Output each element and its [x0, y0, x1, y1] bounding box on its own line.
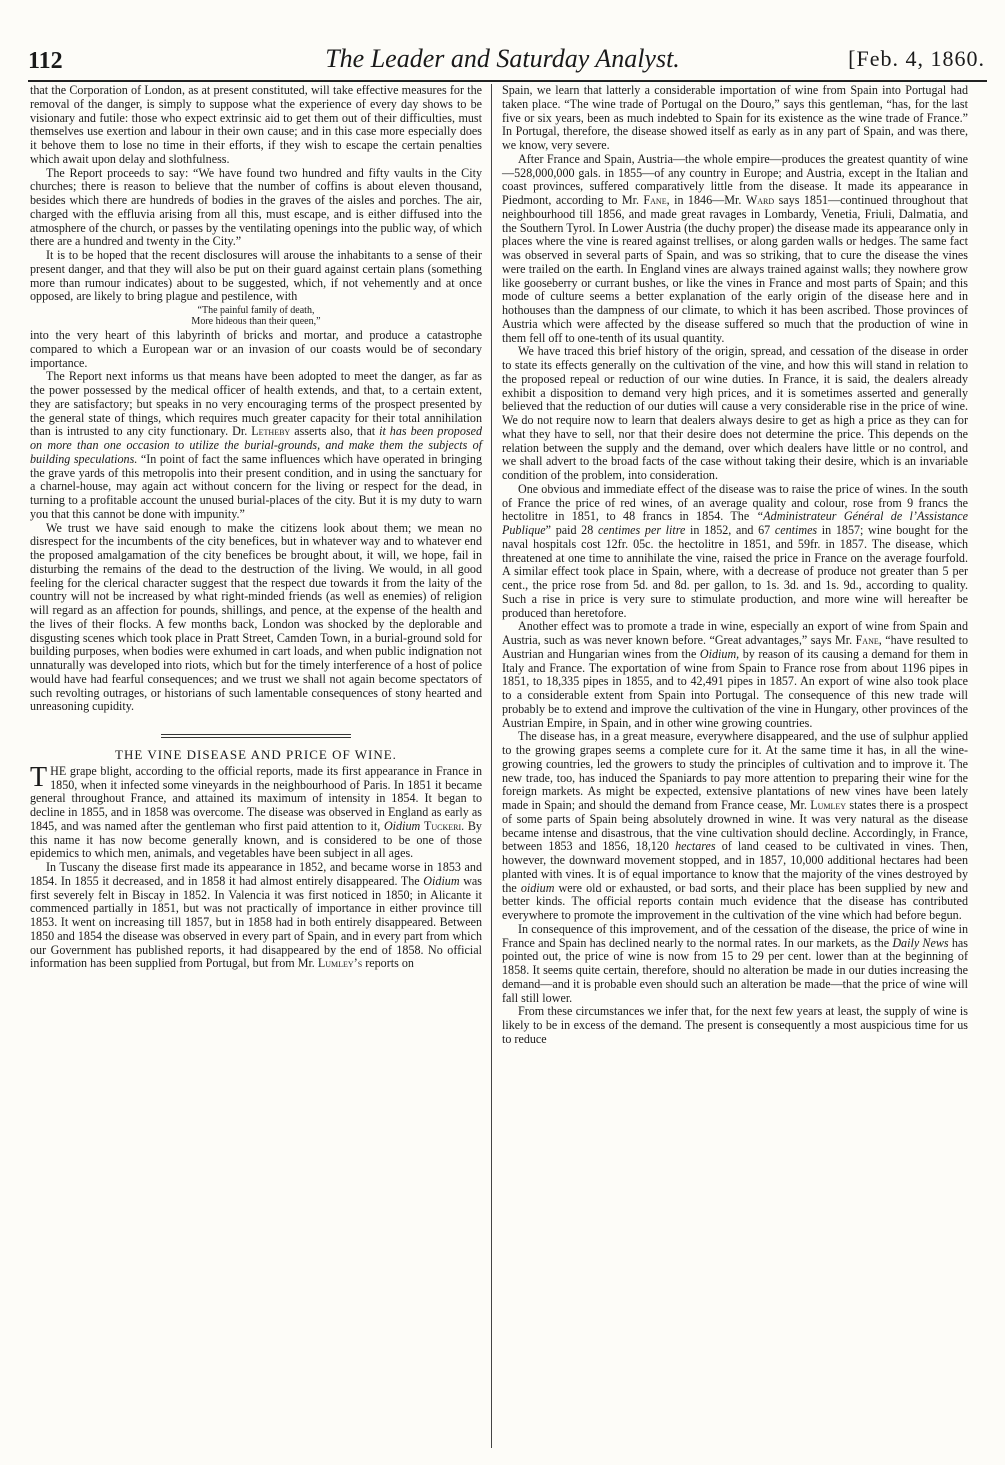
paragraph: The Report proceeds to say: “We have found two hundred and fifty vaults in the City churches; there is reason to believe that the number of coffins is about eleven thousand, besides which there are hundreds of bodies in the graves of the aisles and porches. The air, charged with the effluvia arising from all this, must escape, and is either diffused into the atmosphere of the church, or passes by the ventilating openings into the public way, of which there are a hundred and twenty in the City.”	[30, 165, 482, 249]
paragraph: After France and Spain, Austria—the whole empire—produces the greatest quantity of wine—528,000,000 gals. in 1855—of any country in Europe; and Austria, except in the Italian and coast provinces, suffered comparatively little from the disease. It made its appearance in Piedmont, according to Mr. Fane, in 1846—Mr. Ward says 1851—continued throughout that neighbourhood till 1856, and made great ravages in Lombardy, Venetia, Friuli, Dalmatia, and the Southern Tyrol. In Lower Austria (the duchy proper) the disease made its appearance only in places where the vine is reared against trellises, or along garden walls or hedges. The same fact was observed in several parts of Spain, and was so striking, that to cure the disease the vines were trailed on the earth. In England vines are always trained against walls; they nowhere grow like gooseberry or currant bushes, or like the vines in France and most parts of Spain; and this mode of culture seems a better explanation of the early origin of the disease here and in hothouses than the dampness of our climate, to which it has been ascribed. Those provinces of Austria which were affected by the disease suffered so much that the production of wine in them fell off to one-tenth of its usual quantity.	[502, 151, 968, 345]
paragraph: The Report next informs us that means have been adopted to meet the danger, as far as the power possessed by the medical officer of health extends, and that, to a certain extent, they are satisfactory; but speaks in no very encouraging terms of the prospect presented by the general state of things, which requires much greater capacity for their total annihilation than is intrusted to any city functionary. Dr. Letheby asserts also, that it has been proposed on more than one occasion to utilize the burial-grounds, and make them the subjects of building speculations. “In point of fact the same influences which have operated in bringing the grave yards of this metropolis into their present condition, and in using the sanctuary for a charnel-house, may again act without concern for the living or respect for the dead, in turning to a profitable account the unused burial-places of the city. But it is my duty to warn you that this cannot be done with impunity.”	[30, 369, 483, 521]
verse-line: More hideous than their queen,”	[191, 316, 321, 327]
paragraph: The disease has, in a great measure, everywhere disappeared, and the use of sulphur applied to the growing grapes seems a complete cure for it. At the same time it has, in all the wine-growing countries, led the growers to study the principles of cultivation and to improve it. The new trade, too, has induced the Spaniards to pay more attention to preparing their wine for the foreign markets. As might be expected, extensive plantations of new vines have been lately made in Spain; and should the demand from France cease, Mr. Lumley states there is a prospect of some parts of Spain being absolutely drowned in wine. It was very natural as the disease became intense and disastrous, that the vine cultivation should decline. Accordingly, in France, between 1853 and 1856, 18,120 hectares of land ceased to be cultivated in vines. Then, however, the downward movement stopped, and in 1857, 10,000 additional hectares had been planted with vines. It is of equal importance to know that the majority of the vines destroyed by the oidium were old or exhausted, or bad sorts, and their place has been supplied by new and better kinds. The official reports contain much evidence that the disease has contributed everywhere to promote the improvement in the cultivation of the vine which had before begun.	[502, 729, 968, 922]
paragraph: In consequence of this improvement, and of the cessation of the disease, the price of wine in France and Spain has declined nearly to the normal rates. In our markets, as the Daily News has pointed out, the price of wine is now from 15 to 29 per cent. lower than at the beginning of 1858. It seems quite certain, therefore, should no alteration be made in our duties increasing the demand—and it is probable even should such an alteration be made—that the price of wine will fall still lower.	[502, 921, 968, 1005]
header-rule	[28, 80, 987, 82]
paragraph: From these circumstances we infer that, for the next few years at least, the supply of wine is likely to be in excess of the demand. The present is consequently a most auspicious time for us to reduce	[502, 1004, 968, 1046]
issue-date: [Feb. 4, 1860.	[848, 46, 985, 71]
verse-quote	[30, 305, 482, 327]
paragraph: In Tuscany the disease first made its appearance in 1852, and became worse in 1853 and 1854. In 1855 it decreased, and in 1858 it had almost entirely disappeared. The Oidium was first severely felt in Biscay in 1852. In Valencia it was first noticed in 1850; in Alicante it commenced partially in 1851, but was not practically of importance in either province till 1853. It went on increasing till 1857, but in 1858 had in both entirely disappeared. Between 1850 and 1854 the disease was observed in every part of Spain, and in every part from which our Government has published reports, it had disappeared by the end of 1858. No official information has been supplied from Portugal, but from Mr. Lumley’s reports on	[30, 860, 483, 971]
paragraph: that the Corporation of London, as at present constituted, will take effective measures for the removal of the danger, is simply to suppose what the experience of every day shows to be visionary and futile: those who expect extrinsic aid to get them out of their difficulties, must themselves use exertion and labour in their own cause; and in this case more especially does it behove them to lose no time in their efforts, if they wish to escape the certain penalties which await upon delay and slothfulness.	[30, 83, 482, 166]
paragraph: We trust we have said enough to make the citizens look about them; we mean no disrespect for the incumbents of the city benefices, but in whatever way and to whatever end the proposed amalgamation of the city benefices be brought about, it will, we hope, fail in disturbing the remains of the dead to the destruction of the living. We would, in all good feeling for the clerical character suggest that the respect due towards it from the laity of the country will not be increased by what right-minded friends (as well as enemies) of religion will regard as an affection for pounds, shillings, and pence, at the expense of the health and the lives of their flocks. A few months back, London was shocked by the deplorable and disgusting scenes which took place in Pratt Street, Camden Town, in a burial-ground sold for building purposes, when bodies were exhumed in cart loads, and when public indignation not unnaturally was developed into riots, which but for the timely interference of a host of police would have had fearful consequences; and we trust we shall not again become spectators of such revolting outrages, or historians of such lamentable consequences of stony hearted and unreasoning cupidity.	[30, 520, 482, 714]
paragraph: One obvious and immediate effect of the disease was to raise the price of wines. In the south of France the price of red wines, of an average quality and colour, rose from 9 francs the hectolitre in 1851, to 48 francs in 1854. The “Administrateur Général de l’Assistance Publique” paid 28 centimes per litre in 1852, and 67 centimes in 1857; wine bought for the naval hospitals cost 12fr. 05c. the hectolitre in 1851, and 59fr. in 1857. The disease, which threatened at one time to annihilate the vine, raised the price in France on the average fourfold. A similar effect took place in Spain, where, with a decrease of produce not greater than 5 per cent., the price rose from 5d. and 8d. per gallon, to 1s. 3d. and 1s. 9d., according to quality. Such a rise in price is very sure to stimulate production, and more wine will hereafter be produced than heretofore.	[502, 481, 968, 620]
paragraph: into the very heart of this labyrinth of bricks and mortar, and produce a catastrophe compared to which a European war or an invasion of our coasts would be of secondary importance.	[30, 328, 482, 370]
page-header	[0, 0, 1005, 80]
left-column	[30, 84, 482, 971]
italic-quote: it has been proposed on more than one occasion to utilize the burial-grounds, and make them the subjects of building speculations.	[30, 424, 482, 466]
column-divider	[491, 84, 492, 1448]
section-separator	[161, 734, 351, 738]
person-name: Letheby	[251, 424, 291, 439]
masthead-title: The Leader and Saturday Analyst.	[325, 44, 680, 73]
paragraph: THE grape blight, according to the official reports, made its first appearance in France in 1850, when it infected some vineyards in the neighbourhood of Paris. In 1851 it became general throughout France, and attained its maximum of intensity in 1854. It began to decline in 1855, and in 1858 was overcome. The disease was observed in England as early as 1845, and was named after the gentleman who first paid attention to it, Oidium Tuckeri. By this name it has now become generally known, and is considered to be one of those epidemics to which men, animals, and vegetables have been subject in all ages.	[30, 761, 482, 861]
drop-cap: T	[30, 761, 48, 793]
paragraph: Another effect was to promote a trade in wine, especially an export of wine from Spain and Austria, such as was never known before. “Great advantages,” says Mr. Fane, “have resulted to Austrian and Hungarian wines from the Oidium, by reason of its causing a demand for them in Italy and France. The exportation of wine from Spain to France rose from about 1196 pipes in 1851, to 18,335 pipes in 1855, and to 42,491 pipes in 1857. An export of wine also took place to a considerable extent from Spain into Portugal. The consequence of this new trade will probably be to extend and improve the cultivation of the vine in Hungary, other provinces of the Austrian Empire, in Spain, and in other wine growing countries.	[502, 619, 969, 730]
right-column	[502, 84, 968, 1047]
paragraph: We have traced this brief history of the origin, spread, and cessation of the disease in order to state its effects generally on the cultivation of the vine, and how this will stand in relation to the proposed repeal or reduction of our wine duties. In France, it is said, the dealers already exhibit a disposition to demand very high prices, and it is sometimes asserted and generally believed that the reduction of our duties will cause a very considerable rise in the price of wine. We do not require now to learn that dealers always desire to get as high a price as they can for what they have to sell, nor that their desire does not determine the price. This depends on the relation between the supply and the demand, over which dealers have little or no control, and we shall advert to the broad facts of the case without taking their desire, which is an invariable condition of the problem, into consideration.	[502, 344, 968, 482]
page-number: 112	[28, 48, 63, 74]
paragraph: It is to be hoped that the recent disclosures will arouse the inhabitants to a sense of their present danger, and that they will also be put on their guard against certain plans (something more than rumour indicates) about to be suggested, which, if not vehemently and at once opposed, are likely to bring plague and pestilence, with	[30, 248, 482, 304]
article-title: THE VINE DISEASE AND PRICE OF WINE.	[115, 747, 397, 762]
verse-line: “The painful family of death,	[197, 305, 315, 316]
paragraph: Spain, we learn that latterly a considerable importation of wine from Spain into Portugal had taken place. “The wine trade of Portugal on the Douro,” says this gentleman, “has, for the last five or six years, been as much indebted to Spain for its existence as the wine trade of France.” In Portugal, therefore, the disease showed itself as early as in any part of Spain, and was there, we know, very severe.	[502, 83, 968, 152]
